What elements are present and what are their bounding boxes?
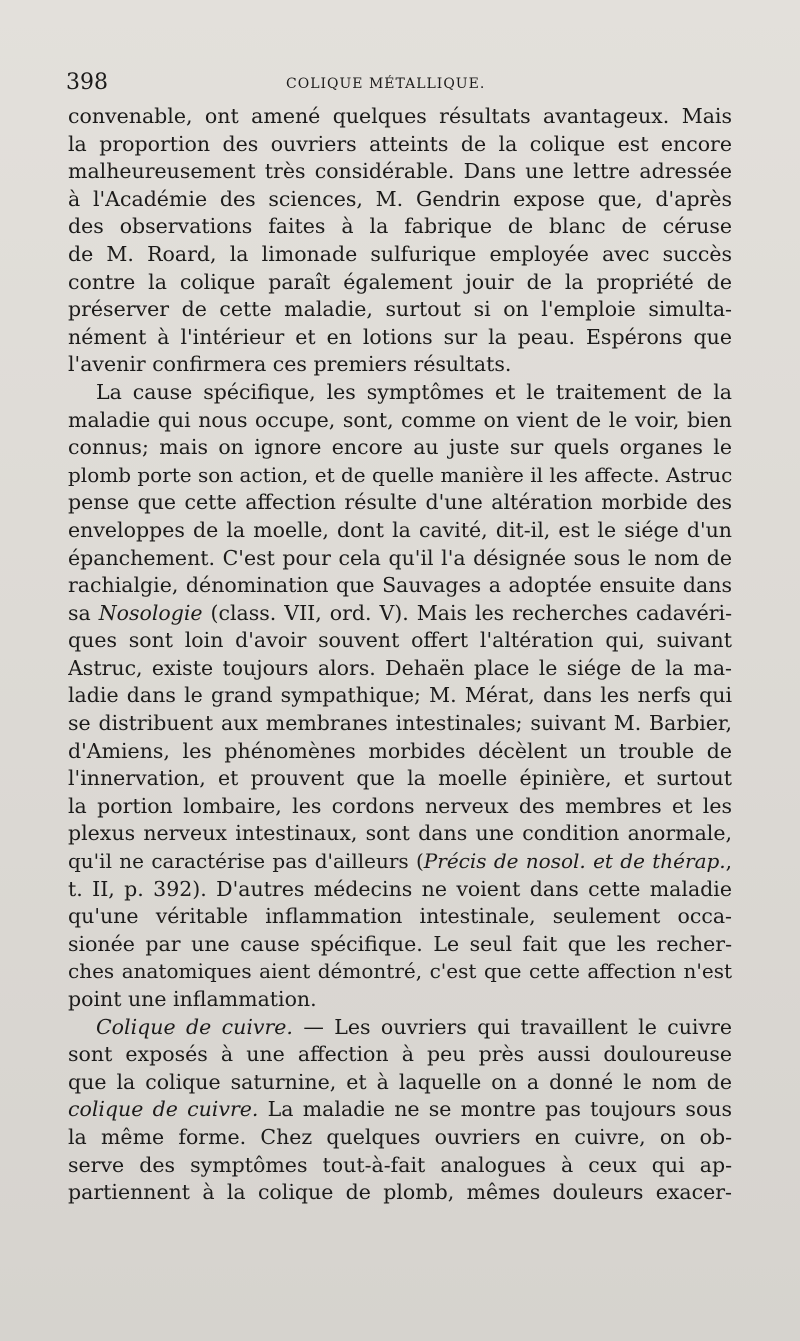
text-line: qu'une véritable inflammation intestinale, seulement occa- [68,904,732,929]
text-line: l'avenir confirmera ces premiers résultats. [68,352,512,377]
section-heading: Colique de cuivre. [96,1014,293,1039]
text-line: ches anatomiques aient démontré, c'est que cette affection n'est [68,959,732,984]
text-line: la même forme. Chez quelques ouvriers en cuivre, on ob- [68,1124,732,1149]
text-line: sionée par une cause spécifique. Le seul fait que les recher- [68,931,732,956]
running-title: COLIQUE MÉTALLIQUE. [286,76,486,92]
text-line: maladie qui nous occupe, sont, comme on vient de le voir, bien [68,407,732,432]
text-line: de M. Roard, la limonade sulfurique employée avec succès [68,241,732,266]
text-line: la proportion des ouvriers atteints de la colique est encore [68,131,732,156]
text-line: pense que cette affection résulte d'une altération morbide des [68,490,732,515]
page-number: 398 [66,70,108,95]
text-line [68,1096,732,1124]
text-line: à l'Académie des sciences, M. Gendrin expose que, d'après [68,186,732,211]
text-line: contre la colique paraît également jouir de la propriété de [68,269,732,294]
text-line: se distribuent aux membranes intestinales; suivant M. Barbier, [68,711,732,736]
text-line: nément à l'intérieur et en lotions sur la peau. Espérons que [68,324,732,349]
text-line: que la colique saturnine, et à laquelle on a donné le nom de [68,1069,732,1094]
italic-title: Nosologie [98,600,203,625]
text-line: malheureusement très considérable. Dans une lettre adressée [68,159,732,184]
text-line: sont exposés à une affection à peu près aussi douloureuse [68,1042,732,1067]
page-header [66,70,734,104]
text-segment: — Les ouvriers qui travaillent le cuivre [292,1014,732,1039]
text-line [68,600,732,628]
text-line: convenable, ont amené quelques résultats avantageux. Mais [68,104,732,128]
text-line: d'Amiens, les phénomènes morbides décèlent un trouble de [68,738,732,763]
text-line: partiennent à la colique de plomb, mêmes douleurs exacer- [68,1180,732,1205]
text-segment: , [725,849,732,874]
text-line: ques sont loin d'avoir souvent offert l'altération qui, suivant [68,628,732,653]
text-line: rachialgie, dénomination que Sauvages a adoptée ensuite dans [68,573,732,598]
text-line: connus; mais on ignore encore au juste sur quels organes le [68,435,732,460]
text-segment: La maladie ne se montre pas toujours sous [258,1097,732,1122]
text-line: La cause spécifique, les symptômes et le traitement de la [96,379,732,404]
text-line: ladie dans le grand sympathique; M. Mérat, dans les nerfs qui [68,683,732,708]
text-line: enveloppes de la moelle, dont la cavité, dit-il, est le siége d'un [68,517,732,542]
text-segment: sa [68,600,99,625]
text-line: l'innervation, et prouvent que la moelle épinière, et surtout [68,766,732,791]
text-line: serve des symptômes tout-à-fait analogues à ceux qui ap- [68,1152,732,1177]
italic-citation: Précis de nosol. et de thérap. [423,849,726,874]
text-line [68,1014,732,1042]
body-text [68,103,732,1207]
text-segment: (class. VII, ord. V). Mais les recherches cadavéri- [202,600,732,625]
text-segment: qu'il ne caractérise pas d'ailleurs ( [68,849,424,874]
text-line: plomb porte son action, et de quelle manière il les affecte. Astruc [68,462,732,487]
italic-term: colique de cuivre. [68,1097,259,1122]
text-line: t. II, p. 392). D'autres médecins ne voient dans cette maladie [68,876,732,901]
text-line: préserver de cette maladie, surtout si on l'emploie simulta- [68,297,732,322]
text-line: point une inflammation. [68,987,317,1011]
text-line: Astruc, existe toujours alors. Dehaën place le siége de la ma- [68,655,732,680]
text-line: plexus nerveux intestinaux, sont dans une condition anormale, [68,821,732,846]
text-line [68,848,732,876]
text-line: épanchement. C'est pour cela qu'il l'a désignée sous le nom de [68,545,732,570]
text-line: la portion lombaire, les cordons nerveux des membres et les [68,793,732,818]
text-line: des observations faites à la fabrique de blanc de céruse [68,214,732,239]
